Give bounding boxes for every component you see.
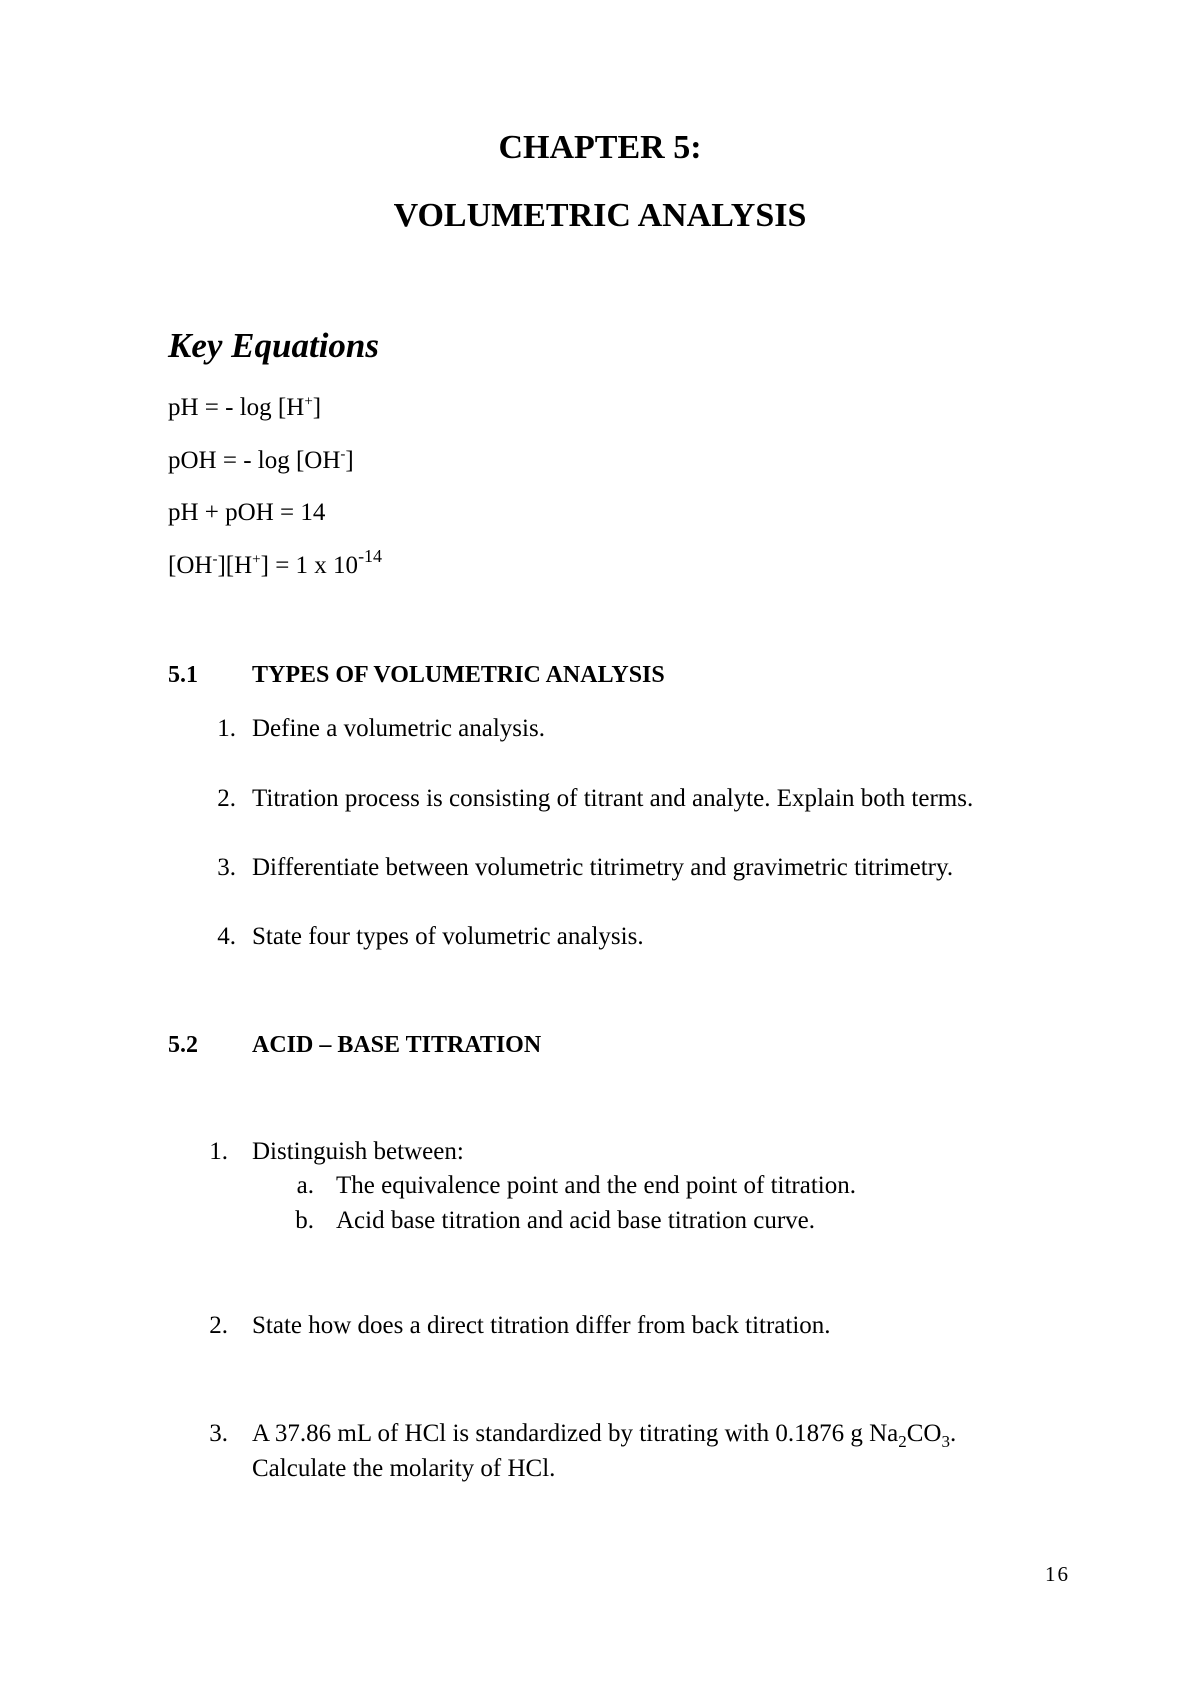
chapter-title: VOLUMETRIC ANALYSIS — [393, 197, 807, 234]
question-number: 2. — [209, 1312, 228, 1339]
section-5-2-title: ACID – BASE TITRATION — [252, 1032, 542, 1058]
question-text: State four types of volumetric analysis. — [252, 923, 644, 950]
question-number: 4. — [217, 923, 236, 950]
page-number: 16 — [1045, 1562, 1070, 1586]
subitem-letter: b. — [295, 1207, 314, 1234]
question-number: 1. — [209, 1138, 228, 1165]
question-text: Differentiate between volumetric titrimetry and gravimetric titrimetry. — [252, 854, 954, 881]
question-number: 3. — [217, 854, 236, 881]
section-5-2-number: 5.2 — [168, 1032, 198, 1058]
question-text: A 37.86 mL of HCl is standardized by titrating with 0.1876 g $Na_2CO_3$. — [252, 1420, 957, 1451]
section-5-1-number: 5.1 — [168, 662, 198, 688]
question-number: 3. — [209, 1420, 228, 1447]
question-text: Titration process is consisting of titrant and analyte. Explain both terms. — [252, 785, 974, 812]
question-text-continued: Calculate the molarity of HCl. — [252, 1455, 556, 1482]
equation-ion-product: [OH-][H+] = 1 x $10^{-14}$ — [168, 545, 383, 579]
section-5-1-title: TYPES OF VOLUMETRIC ANALYSIS — [252, 662, 665, 688]
chapter-number: CHAPTER 5: — [498, 129, 702, 166]
question-text: Define a volumetric analysis. — [252, 715, 545, 742]
equation-poh: pOH = - log [OH-] — [168, 446, 354, 474]
equation-ph: pH = - log [H+] — [168, 393, 322, 421]
question-number: 1. — [217, 715, 236, 742]
equation-ph-poh-sum: pH + pOH = 14 — [168, 499, 326, 526]
key-equations-heading: Key Equations — [168, 326, 380, 365]
subitem-text: The equivalence point and the end point of titration. — [336, 1172, 856, 1199]
question-number: 2. — [217, 785, 236, 812]
question-text: Distinguish between: — [252, 1138, 464, 1165]
subitem-letter: a. — [296, 1172, 314, 1199]
question-text: State how does a direct titration differ from back titration. — [252, 1312, 831, 1339]
subitem-text: Acid base titration and acid base titration curve. — [336, 1207, 815, 1234]
